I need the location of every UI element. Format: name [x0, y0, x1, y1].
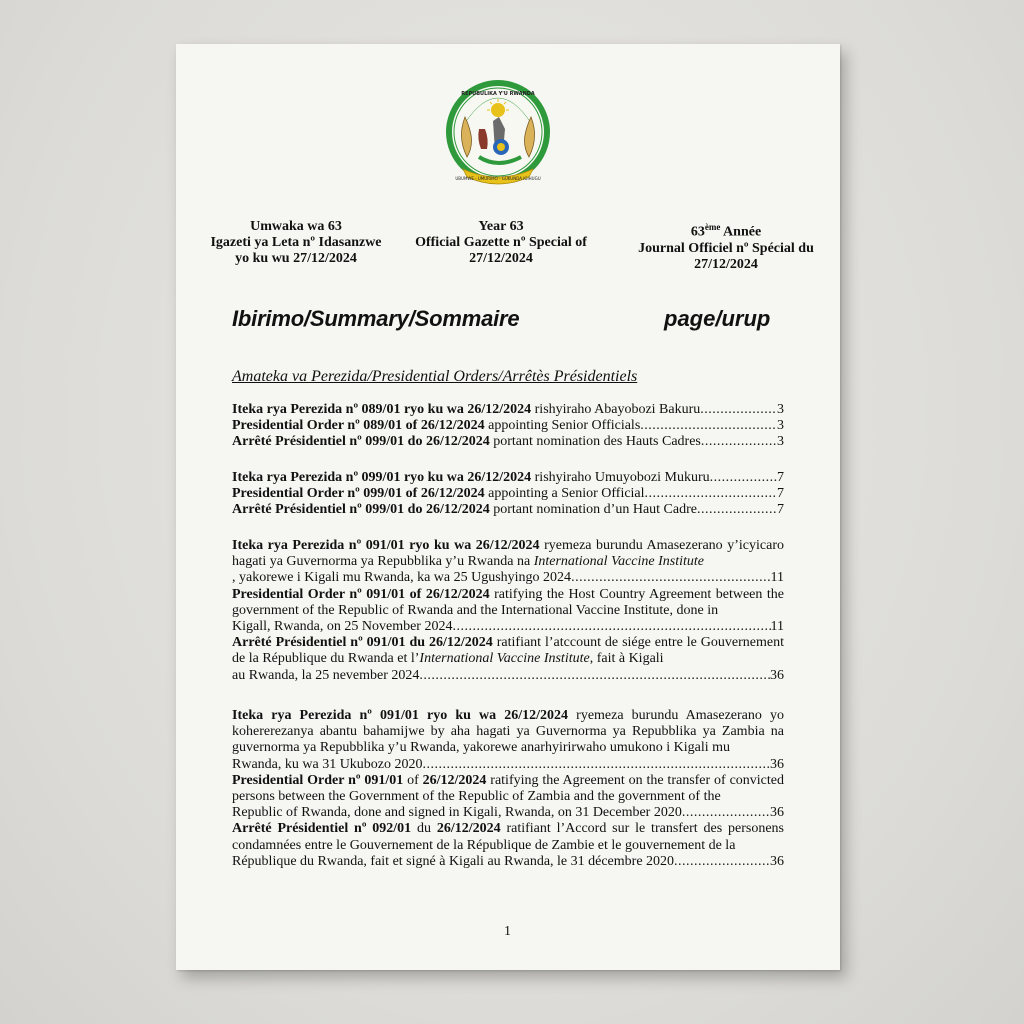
header-kinyarwanda [196, 219, 396, 267]
header-rw-line2: Igazeti ya Leta nº Idasanzwe [210, 235, 382, 250]
header-fr-line1: 63ème Année [690, 222, 762, 240]
toc-entry-last-line: Kigall, Rwanda, on 25 November 2024 ..... 11 [232, 619, 784, 635]
toc-entry[interactable]: Iteka rya Perezida nº 099/01 ryo ku wa 26/12/2024 rishyiraho Umuyobozi Mukuru ..... 7 [232, 470, 784, 486]
page-column-label: page/urup [664, 306, 771, 331]
toc-entry-last-line: Rwanda, ku wa 31 Ukubozo 2020 ..... 36 [232, 757, 784, 773]
toc-entry[interactable]: Presidential Order nº 091/01 of 26/12/2024 ratifying the Host Country Agreement between the government of the Republic of Rwanda and the International Vaccine Institute, done in [232, 586, 784, 618]
toc-entry[interactable]: Iteka rya Perezida nº 089/01 ryo ku wa 26/12/2024 rishyiraho Abayobozi Bakuru ..... 3 [232, 402, 784, 418]
toc-group-3 [232, 538, 784, 684]
header-fr-line2: Journal Officiel nº Spécial du [638, 240, 814, 256]
rwanda-coat-of-arms-seal [443, 77, 553, 195]
header-fr-line3: 27/12/2024 [694, 256, 758, 272]
header-rw-line3: yo ku wu 27/12/2024 [235, 251, 357, 266]
header-en-line2: Official Gazette nº Special of [415, 235, 587, 250]
toc-entry[interactable]: Arrêté Présidentiel nº 092/01 du 26/12/2024 ratifiant l’Accord sur le transfert des personens condamnées entre le Gouvernement de la République de Zambie et le gouvernement de la [232, 821, 784, 853]
page-number: 1 [504, 924, 511, 939]
toc-entry[interactable]: Arrêté Présidentiel nº 091/01 du 26/12/2024 ratifiant l’atccount de siége entre le Gouvernement de la République du Rwanda et l’International Vaccine Institute, fait à Kigali [232, 635, 784, 667]
toc-entry[interactable]: Iteka rya Perezida nº 091/01 ryo ku wa 26/12/2024 ryemeza burundu Amasezerano yo kohererezanya abantu bahamijwe by aha hagati ya Guvernorma ya Repubblika ya Zambia na guvernorma ya Repubblika y’u Rwanda, yakorewe anarhyirirwaho umukono i Kigali mu [232, 708, 784, 756]
toc-entry[interactable]: Presidential Order nº 099/01 of 26/12/2024 appointing a Senior Official ..... 7 [232, 486, 784, 502]
toc-group-4 [232, 708, 784, 870]
toc-entry[interactable]: Iteka rya Perezida nº 091/01 ryo ku wa 26/12/2024 ryemeza burundu Amasezerano y’icyicaro hagati ya Guvernorma ya Repubblika y’u Rwanda na International Vaccine Institute [232, 538, 784, 570]
header-french [626, 219, 826, 273]
svg-text:REPUBULIKA Y'U RWANDA: REPUBULIKA Y'U RWANDA [461, 91, 535, 97]
header-en-line1: Year 63 [478, 219, 524, 234]
toc-entry-last-line: au Rwanda, la 25 nevember 2024 ..... 36 [232, 668, 784, 684]
toc-entry[interactable]: Presidential Order nº 091/01 of 26/12/2024 ratifying the Agreement on the transfer of convicted persons between the Government of the Republic of Zambia and the government of the [232, 772, 784, 805]
header-english [401, 219, 601, 267]
toc-entry-last-line: , yakorewe i Kigali mu Rwanda, ka wa 25 Ugushyingo 2024 ..... 11 [232, 570, 784, 586]
summary-title: Ibirimo/Summary/Sommaire [232, 306, 520, 331]
toc-entry[interactable]: Presidential Order nº 089/01 of 26/12/2024 appointing Senior Officials ..... 3 [232, 418, 784, 434]
toc-group-1 [232, 402, 784, 451]
svg-text:UBUMWE - UMURIMO - GUKUNDA IGI: UBUMWE - UMURIMO - GUKUNDA IGIHUGU [455, 176, 541, 181]
section-heading: Amateka va Perezida/Presidential Orders/Arrêtès Présidentiels [232, 368, 638, 385]
toc-entry[interactable]: Arrêté Présidentiel nº 099/01 do 26/12/2024 portant nomination des Hauts Cadres ..... 3 [232, 434, 784, 450]
header-rw-line1: Umwaka wa 63 [250, 219, 342, 234]
toc-entry[interactable]: Arrêté Présidentiel nº 099/01 do 26/12/2024 portant nomination d’un Haut Cadre ..... 7 [232, 502, 784, 518]
toc-entry-last-line: République du Rwanda, fait et signé à Kigali au Rwanda, le 31 décembre 2020 ..... 36 [232, 854, 784, 870]
toc-entry-last-line: Republic of Rwanda, done and signed in Kigali, Rwanda, on 31 December 2020 ..... 36 [232, 805, 784, 821]
toc-group-2 [232, 470, 784, 519]
header-en-line3: 27/12/2024 [469, 251, 533, 266]
